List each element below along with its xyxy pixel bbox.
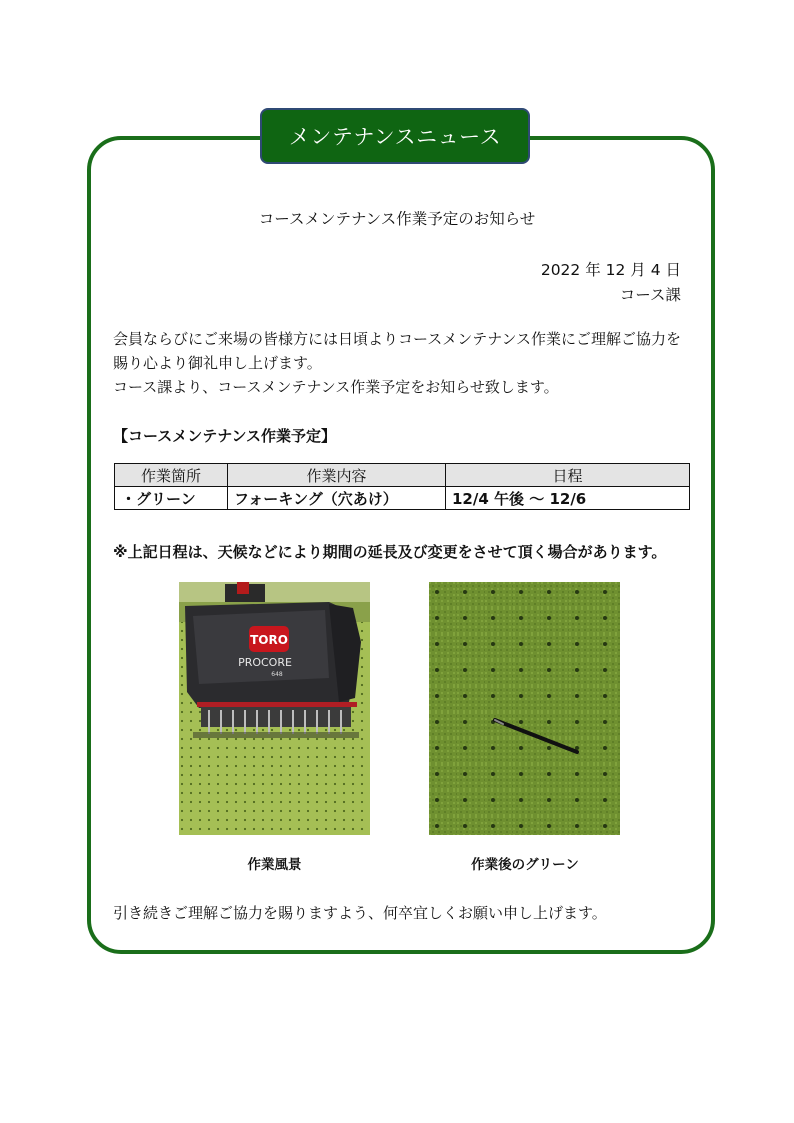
intro-paragraph xyxy=(113,327,693,399)
table-row xyxy=(115,487,690,510)
cell-work: フォーキング（穴あけ） xyxy=(228,487,446,510)
work-scene-photo xyxy=(179,582,370,835)
table-header-row xyxy=(115,464,690,487)
aerator-machine-image xyxy=(179,582,370,835)
aerated-green-image xyxy=(429,582,620,835)
schedule-note: ※上記日程は、天候などにより期間の延長及び変更をさせて頂く場合があります。 xyxy=(113,543,667,561)
work-scene-caption: 作業風景 xyxy=(247,857,302,873)
notice-title: コースメンテナンス作業予定のお知らせ xyxy=(258,210,536,228)
intro-line: 賜り心より御礼申し上げます。 xyxy=(113,354,322,372)
column-header-work: 作業内容 xyxy=(228,464,446,487)
left-brand: TORO xyxy=(250,633,288,647)
cell-location: ・グリーン xyxy=(115,487,228,510)
column-header-schedule: 日程 xyxy=(446,464,690,487)
notice-department: コース課 xyxy=(619,286,681,304)
header-tab-label: メンテナンスニュース xyxy=(288,125,502,149)
left-model-number: 648 xyxy=(271,671,283,678)
cell-schedule: 12/4 午後 〜 12/6 xyxy=(446,487,690,510)
notice-date: 2022 年 12 月 4 日 xyxy=(540,261,681,279)
left-model: PROCORE xyxy=(238,656,292,669)
schedule-heading: 【コースメンテナンス作業予定】 xyxy=(113,427,337,445)
closing-message: 引き続きご理解ご協力を賜りますよう、何卒宜しくお願い申し上げます。 xyxy=(113,904,607,922)
after-work-green-photo xyxy=(429,582,620,835)
intro-line: 会員ならびにご来場の皆様方には日頃よりコースメンテナンス作業にご理解ご協力を xyxy=(113,330,682,348)
intro-line: コース課より、コースメンテナンス作業予定をお知らせ致します。 xyxy=(113,378,559,396)
after-work-caption: 作業後のグリーン xyxy=(471,857,579,873)
column-header-location: 作業箇所 xyxy=(115,464,228,487)
header-tab xyxy=(260,108,530,164)
schedule-table xyxy=(114,463,690,510)
